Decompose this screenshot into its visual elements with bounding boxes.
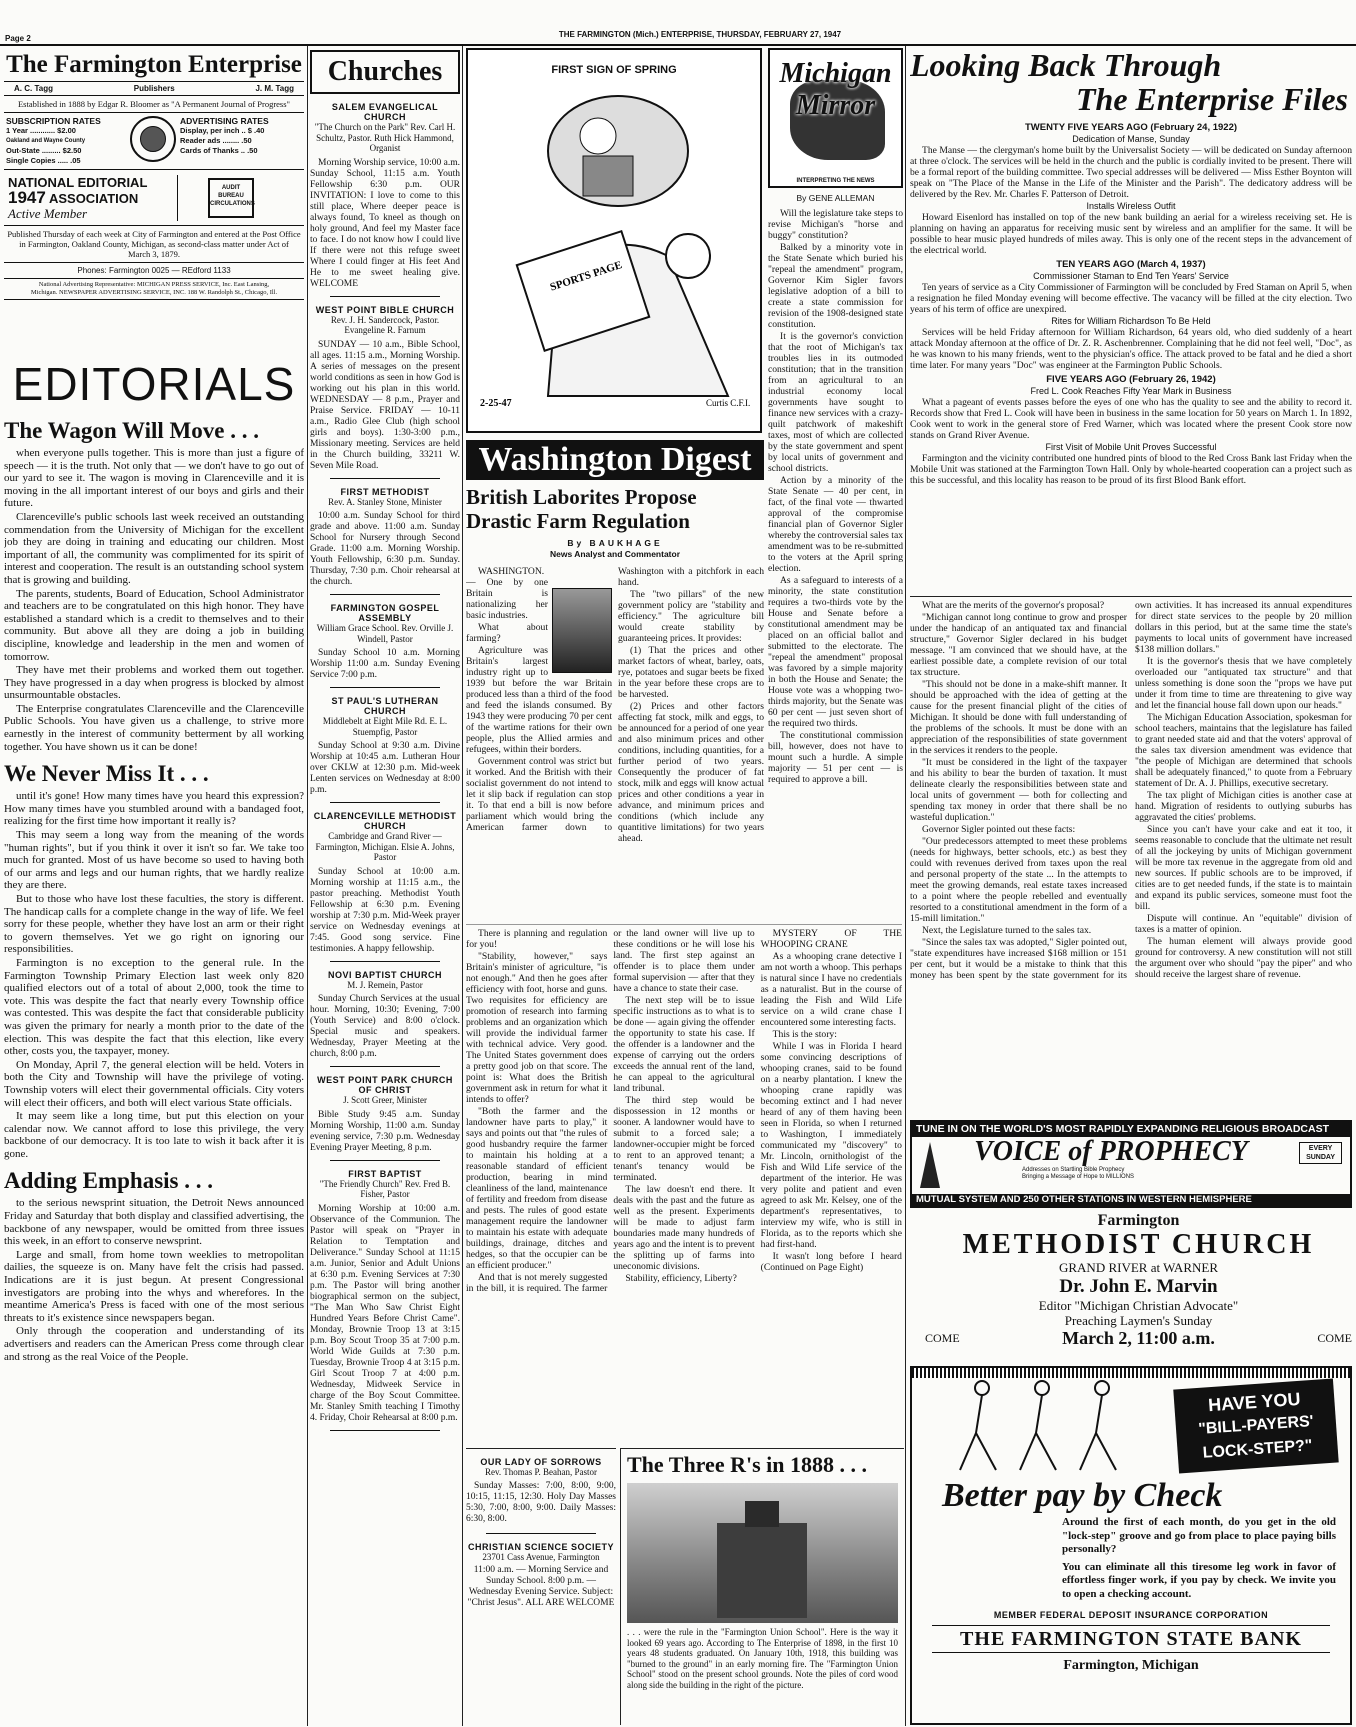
author-photo bbox=[552, 588, 612, 673]
lookback-text: Howard Eisenlord has installed on top of the new bank building an aerial for a wireless receiving set. He is planning on having an apparatus for receiving music sent by wireless and an amplifier for the same. It will be possible to hear music played hundreds of miles away. This is only one of the recent steps in the advancement of the electrical world. bbox=[910, 212, 1352, 256]
church-pastor: "The Friendly Church" Rev. Fred B. Fisher, Pastor bbox=[319, 1178, 451, 1199]
ad-event: Preaching Laymen's Sunday bbox=[1064, 1313, 1213, 1328]
paragraph: Stability, efficiency, Liberty? bbox=[625, 1273, 737, 1284]
paragraph: It may seem like a long time, but put this election on your calendar now. We cannot afford to lose this privilege, the very backbone of our democracy. It is too late to wish it back after it is gone. bbox=[4, 1110, 304, 1160]
methodist-church-ad bbox=[925, 1212, 1352, 1364]
church-schedule: Sunday School at 10:00 a.m. Morning worship at 11:15 a.m., the pastor preaching. Methodist Youth Fellowship at 6:30 p.m. Evening worship at 7:30 p.m. Mid-Week prayer service on Wednesday evenings at 7:45. Good song service. Fine testimonies. A happy fellowship. bbox=[310, 866, 460, 954]
masthead bbox=[4, 50, 304, 352]
prophecy-sub: Addresses on Startling Bible Prophecy bbox=[1022, 1167, 1125, 1173]
church-schedule: Sunday School 10 a.m. Morning Worship 11:00 a.m. Sunday Evening Service 7:00 p.m. bbox=[310, 648, 460, 680]
looking-back-title-1: Looking Back Through bbox=[910, 48, 1222, 83]
paragraph: Dispute will continue. An "equitable" division of taxes is a matter of opinion. bbox=[1135, 913, 1352, 935]
church-our-lady bbox=[466, 1457, 616, 1525]
banner-line: "BILL-PAYERS' bbox=[1197, 1412, 1315, 1439]
editorials-section bbox=[4, 356, 304, 1726]
church-address: 23701 Cass Avenue, Farmington bbox=[482, 1551, 600, 1562]
church-pastor: Rev. Thomas P. Beahan, Pastor bbox=[485, 1467, 597, 1477]
three-rs-caption: . . . were the rule in the "Farmington Union School". Here is the way it looked 69 years ago. According to The Enterprise of 1898, in the first 10 years 48 students graduated. On January 10th, 1918, this building was "burned to the ground" in an early morning fire. The "Farmington Union School" stood on the present school grounds. Note the piles of cord wood along side the building in the right of the picture. bbox=[627, 1627, 898, 1690]
paragraph: to the serious newsprint situation, the Detroit News announced Friday and Saturday that both display and classified advertising, the backbone of any newspaper, would be omitted from three issues this week, in an effort to conserve newsprint. bbox=[4, 1197, 304, 1248]
lookback-subhead: Dedication of Manse, Sunday bbox=[1072, 134, 1190, 144]
page-number: Page 2 bbox=[5, 34, 31, 43]
article-body bbox=[768, 208, 903, 785]
church-pastor: William Grace School. Rev. Orville J. Windell, Pastor bbox=[316, 623, 454, 644]
paragraph: The constitutional commission bill, however, does not have to mount such a hurdle. A simple majority — 51 per cent — is required to approve a bill. bbox=[768, 730, 903, 785]
prophecy-sunday: SUNDAY bbox=[1306, 1154, 1335, 1161]
paragraph: The tax plight of Michigan cities is another case at hand. Migration of residents to outlying suburbs has aggravated the cities' problems. bbox=[1135, 790, 1352, 823]
rate-row: Cards of Thanks .. .50 bbox=[180, 146, 258, 155]
church-listing bbox=[310, 102, 460, 297]
ad-speaker-role: Editor "Michigan Christian Advocate" bbox=[1038, 1298, 1239, 1313]
paragraph: "Both the farmer and the landowner have parts to play," it says and points out that "the rules of good husbandry require the farmer to maintain his holding at a reasonable standard of efficient production, bearing in mind cleanliness of the land, maintenance of fertility and freedom from disease and pests. The rules of good estate management require the landowner to maintain his estate with adequate buildings, drainage, ditches and hedges, so that the occupier can be an efficient producer." bbox=[466, 1106, 608, 1271]
paragraph: The Enterprise congratulates Clarenceville and the Clarenceville Public Schools. You have given us a challenge, to strive more earnestly in the interest of community betterment by all working together. You have shown us it can be done! bbox=[4, 702, 304, 753]
paragraph: What about farming? bbox=[466, 622, 548, 644]
subscription-title: SUBSCRIPTION RATES bbox=[6, 116, 101, 126]
prophecy-sub: Bringing a Message of Hope to MILLIONS bbox=[1022, 1174, 1135, 1180]
church-pastor: Rev. J. H. Sandercock, Pastor. Evangeline R. Farnum bbox=[330, 314, 440, 335]
paragraph: The human element will always provide good ground for controversy. A new constitution will not still the argument over who should "pay the piper" and who should receive the largest share of revenue. bbox=[1135, 936, 1352, 980]
press-association-seal-icon bbox=[130, 116, 176, 162]
publication-notice: Published Thursday of each week at City of Farmington and entered at the Post Office in Farmington, Oakland County, Michigan, as second-class matter under Act of March 3, 1879. bbox=[4, 226, 304, 263]
paragraph: "This should not be done in a make-shift manner. It should be approached with the idea of getting at the cause for the present financial plight of the cities of Michigan. It should be done with full understanding of the problems of the schools. It must be done with an appreciation of the responsibilities of state government in the services it renders to the people. bbox=[910, 679, 1127, 756]
lookback-subhead: Rites for William Richardson To Be Held bbox=[1051, 316, 1211, 326]
cartoon-title: FIRST SIGN OF SPRING bbox=[551, 64, 677, 76]
rate-row: Reader ads ........ .50 bbox=[180, 136, 252, 145]
lookback-item bbox=[910, 316, 1352, 371]
editorial-headline: We Never Miss It . . . bbox=[4, 761, 209, 787]
paragraph: "Our predecessors attempted to meet these problems (needs for highways, better schools, etc.) as best they could with revenues derived from taxes upon the real and personal property of the state ... In the attempts to meet the growing demands, real estate taxes increased to a point where the people rebelled and eventually resorted to a constitutional amendment in the form of a 15-mill limitation." bbox=[910, 836, 1127, 924]
established-note: Established in 1888 by Edgar R. Bloomer as "A Permanent Journal of Progress" bbox=[4, 96, 304, 113]
church-pastor: J. Scott Greer, Minister bbox=[343, 1095, 427, 1105]
paragraph: "Since the sales tax was adopted," Sigler pointed out, "state expenditures have increased $168 million or 151 per cent, but it would be a mistake to think that this money has been spent by the state government for its own activities. It has increased its annual expenditures for direct state services to the people by 20 million dollars in this period, but at the same time the state's payments to local units of government have increased $138 million dollars." bbox=[910, 600, 1352, 981]
prophecy-bottom: MUTUAL SYSTEM AND 250 OTHER STATIONS IN WESTERN HEMISPHERE bbox=[912, 1194, 1350, 1206]
article-body bbox=[466, 566, 764, 844]
church-christian-science bbox=[466, 1542, 616, 1610]
church-schedule: Sunday Church Services at the usual hour. Morning, 10:30; Evening, 7:00 (Youth Service) and 8:00 o'clock. Special music and speakers. Wednesday, Prayer Meeting at the church, 8:00 p.m. bbox=[310, 994, 460, 1059]
church-pastor: "The Church on the Park" Rev. Carl H. Schultz, Pastor. Ruth Hick Hammond, Organist bbox=[314, 122, 456, 153]
article-body bbox=[4, 1197, 304, 1363]
church-name: FIRST METHODIST bbox=[340, 486, 430, 497]
editorials-heading: EDITORIALS bbox=[12, 358, 296, 410]
churches-column bbox=[310, 50, 460, 1725]
michigan-mirror-logo bbox=[768, 48, 903, 188]
lockstep-illustration bbox=[912, 1378, 1162, 1474]
lookback-text: Farmington and the vicinity contributed one hundred pints of blood to the Red Cross Bank last Friday when the Mobile Unit was stationed at the Farmington Town Hall. Only by whole-hearted cooperation can a project such as this be successful, and this locality has reason to be proud of its first Blood Bank effort. bbox=[910, 453, 1352, 486]
ad-come-left: COME bbox=[925, 1331, 960, 1345]
church-name: WEST POINT BIBLE CHURCH bbox=[315, 304, 455, 315]
rate-row: 1 Year ............ $2.00 bbox=[6, 126, 76, 135]
paragraph: What are the merits of the governor's proposal? bbox=[922, 600, 1105, 611]
paragraph: WASHINGTON. — One by one Britain is nationalizing her basic industries. bbox=[466, 566, 548, 621]
paragraph: As a whooping crane detective I am not worth a whoop. This perhaps is natural since I have no credentials as a naturalist. But in the course of leading the Fish and Wild Life service on a wild crane chase I encountered some interesting facts. bbox=[760, 951, 902, 1028]
lookback-item bbox=[910, 259, 1352, 315]
church-pastor: Cambridge and Grand River — Farmington, Michigan. Elsie A. Johns, Pastor bbox=[315, 831, 455, 862]
church-schedule: 11:00 a.m. — Morning Service and Sunday School. 8:00 p.m. — Wednesday Evening Service. Subject: "Christ Jesus". ALL ARE WELCOME bbox=[467, 1565, 615, 1608]
paragraph: until it's gone! How many times have you heard this expression? How many times have you stumbled around with a bandaged foot, realizing for the first time how important it really is? bbox=[4, 790, 304, 828]
church-name: NOVI BAPTIST CHURCH bbox=[327, 969, 442, 980]
editorial-headline: Adding Emphasis . . . bbox=[4, 1168, 213, 1194]
lookback-period: FIVE YEARS AGO (February 26, 1942) bbox=[1046, 374, 1216, 385]
washington-digest-header bbox=[466, 440, 764, 536]
lookback-subhead: Fred L. Cook Reaches Fifty Year Mark in Business bbox=[1030, 386, 1232, 396]
washington-digest-article-continued bbox=[466, 924, 902, 1442]
bank-name: THE FARMINGTON STATE BANK bbox=[932, 1625, 1330, 1653]
ad-date: March 2, 11:00 a.m. bbox=[1062, 1328, 1215, 1348]
digest-headline: British Laborites Propose Drastic Farm Regulation bbox=[466, 485, 697, 533]
lookback-item bbox=[910, 442, 1352, 486]
paragraph: Large and small, from home town weeklies to metropolitan dailies, the squeeze is on. Many have felt the crisis had passed. Indications are it is just begun. At present Congressional investigators are probing into the whys and wherefores. In the meantime America's Press is faced with one of the most serious threats to it's existence since newspapers began. bbox=[4, 1248, 304, 1324]
church-listing bbox=[310, 696, 460, 803]
paragraph: Will the legislature take steps to revise Michigan's "horse and buggy" constitution? bbox=[768, 208, 903, 241]
have-you-banner bbox=[1173, 1379, 1338, 1474]
abc-logo: AUDIT BUREAU CIRCULATIONS bbox=[208, 178, 254, 218]
paragraph: Next, the Legislature turned to the sales tax. bbox=[922, 925, 1092, 936]
bank-slogan: Better pay by Check bbox=[942, 1477, 1223, 1514]
paragraph: The parents, students, Board of Education, School Administrator and teachers are to be congratulated on this high honor. They have established a standard which is a credit to themselves and to their community. But above all they are doing a job in building discipline, knowledge and leadership in the men and women of tomorrow. bbox=[4, 587, 304, 663]
paper-title: The Farmington Enterprise bbox=[6, 51, 302, 78]
lookback-period: TEN YEARS AGO (March 4, 1937) bbox=[1056, 259, 1206, 270]
church-schedule: Morning Worship service, 10:00 a.m. Sunday School, 11:15 a.m. Youth Fellowship 6:30 p.m. OUR INVITATION: I love to come to this still place, Where deeper peace is always found, To kneel as though on holy ground, And feel my Master face to face. I do not know how I could live If there were not this refuge sweet Where I could finger at His feet And He to me sweet healing give. WELCOME bbox=[310, 157, 460, 289]
rate-row: Oakland and Wayne County bbox=[6, 138, 86, 144]
paragraph: There is planning and regulation for you! bbox=[466, 928, 608, 950]
rate-row: Single Copies ..... .05 bbox=[6, 156, 81, 165]
lookback-text: The Manse — the clergyman's home built by the Universalist Society — will be dedicated on Sunday afternoon at three o'clock. The services will be held in the church and the public is cordially invited to be present. There will be a formal report of the building committee. Two special addresses will be delivered — Miss Esther Boynton will speak on "The Place of the Manse in the Life of the Minister and the Parish". The dedicatory address will be delivered by the Rev. Mr. Charles F. Patterson of Detroit. bbox=[910, 145, 1352, 200]
church-name: OUR LADY OF SORROWS bbox=[480, 1457, 602, 1467]
decorative-bar bbox=[912, 1368, 1350, 1378]
rate-row: Out-State ......... $2.50 bbox=[6, 146, 82, 155]
paragraph: But to those who have lost these faculties, the story is different. The handicap calls for a complete change in the way of life. We feel sorry for these people, whether they have lost an arm or their right to govern themselves. Yet we go right on ignoring our responsibilities. bbox=[4, 893, 304, 956]
prophecy-every: EVERY bbox=[1308, 1145, 1333, 1152]
church-name: FARMINGTON GOSPEL ASSEMBLY bbox=[330, 603, 440, 623]
three-rs-feature bbox=[620, 1448, 904, 1725]
digest-byline bbox=[466, 538, 764, 562]
paragraph: MYSTERY OF THE WHOOPING CRANE bbox=[760, 928, 902, 950]
article-body bbox=[4, 447, 304, 753]
lookback-item bbox=[910, 122, 1352, 200]
paragraph: The Michigan Education Association, spokesman for school teachers, maintains that the legislature has failed to grant needed state aid and that the voters' approval of the sales tax diversion amendment was evidence that "the people of Michigan are determined that schools shall be adequately financed," to quote from a February statement of Dr. A. J. Phillips, executive secretary. bbox=[1135, 712, 1352, 789]
lookback-subhead: Installs Wireless Outfit bbox=[1086, 201, 1176, 211]
paragraph: Governor Sigler pointed out these facts: bbox=[922, 824, 1076, 835]
ad-address: GRAND RIVER at WARNER bbox=[1058, 1260, 1218, 1275]
lookback-text: What a pageant of events passes before the eyes of one who has the quality to see and the ability to record it. Records show that Fred L. Cook will have been in business in the same location for 50 years on March 1. In 1892, Cook went to work in the general store of Fred Warner, which was located where the present Cook store now stands on Grand River Avenue. bbox=[910, 397, 1352, 441]
cartoon-date: 2-25-47 bbox=[480, 398, 512, 409]
nea-logo: NATIONAL EDITORIAL 1947 ASSOCIATION Active Member bbox=[8, 175, 178, 221]
digest-author: By BAUKHAGE bbox=[567, 538, 663, 548]
paragraph: Balked by a minority vote in the State Senate which buried his "repeal the amendment" program, Governor Kim Sigler favors legislative adoption of a bill to create a state commission for revision of the 1908-designed state constitution. bbox=[768, 242, 903, 330]
mirror-byline: By GENE ALLEMAN bbox=[796, 193, 875, 203]
lookback-item bbox=[910, 374, 1352, 441]
ad-come-right: COME bbox=[1317, 1331, 1352, 1345]
rate-row: Display, per inch .. $ .40 bbox=[180, 126, 265, 135]
radio-tower-icon bbox=[920, 1142, 940, 1188]
publisher-right: J. M. Tagg bbox=[255, 84, 294, 93]
church-listing bbox=[310, 1169, 460, 1431]
michigan-mirror-column bbox=[768, 48, 903, 920]
paragraph: It wasn't long before I heard (Continued on Page Eight) bbox=[760, 1251, 902, 1273]
bank-text: Around the first of each month, do you get in the old "lock-step" groove and go from place to place paying bills personally? bbox=[1062, 1516, 1336, 1555]
church-name: CLARENCEVILLE METHODIST CHURCH bbox=[313, 811, 457, 831]
farmington-state-bank-ad bbox=[910, 1366, 1352, 1725]
ad-church-name: METHODIST CHURCH bbox=[962, 1229, 1315, 1260]
school-photo bbox=[627, 1483, 898, 1623]
paragraph: The law doesn't end there. It deals with the past and the future as well as the present. Experiments will be made to adjust farm boundaries made many hundreds of years ago and the intent is to prevent the splitting up of farms into uneconomic divisions. bbox=[613, 1184, 755, 1272]
lookback-text: Services will be held Friday afternoon for William Richardson, 64 years old, who died suddenly of a heart attack Monday afternoon at the office of Dr. Z. R. Aschenbrenner. Complaining that he did not feel well, "Doc", as he was known to his many friends, went to the physician's office. The attack proved to be fatal and he died a short time later. For many years "Doc" was engineer at the Farmington Public Schools. bbox=[910, 327, 1352, 371]
church-listing bbox=[310, 603, 460, 688]
advertising-representative: National Advertising Representative: MICHIGAN PRESS SERVICE, Inc. East Lansing, Michigan. NEWSPAPER ADVERTISING SERVICE, INC. 188 W. Randolph St., Chicago, Ill. bbox=[4, 279, 304, 300]
church-schedule: 10:00 a.m. Sunday School for third grade and above. 11:00 a.m. Sunday School for Nursery through Second Grade. 11:00 a.m. Morning Worship. Youth Fellowship, 6:30 p.m. Sunday. Thursday, 7:30 p.m. Choir rehearsal at the church. bbox=[310, 511, 460, 587]
churches-heading: Churches bbox=[310, 50, 460, 94]
church-pastor: M. J. Remein, Pastor bbox=[347, 979, 423, 990]
church-schedule: SUNDAY — 10 a.m., Bible School, all ages. 11:15 a.m., Morning Worship. A series of messages on the present world conditions as seen in how God is working out his plan in this world. WEDNESDAY — 8 p.m., Prayer and Praise Service. FRIDAY — 10-11 a.m., Radio Glee Club (high school girls and boys). 1:30-3:00 p.m., Missionary meeting. Services are held in the Church building, 33211 W. Seven Mile Road. bbox=[310, 339, 460, 471]
paragraph: This may seem a long way from the meaning of the words "human rights", but if you think it over it isn't so far. We take too much for granted. Most of us have become so used to having both of our arms and legs and our human rights, that we hardly realize they are there. bbox=[4, 829, 304, 892]
paragraph: Clarenceville's public schools last week received an outstanding commendation from the University of Michigan for the excellent job they are doing in training and educating our children. Most important of all, the community was complimented for its spirit of interest and cooperation. The result is an outstanding school system that is growing and building. bbox=[4, 510, 304, 586]
cartoon-sign-text: SPORTS PAGE bbox=[548, 259, 624, 294]
editorial-headline: The Wagon Will Move . . . bbox=[4, 418, 259, 443]
bank-location: Farmington, Michigan bbox=[1063, 1658, 1199, 1673]
article-body bbox=[4, 790, 304, 1160]
paragraph: And that is not merely suggested in the bill, it is required. The farmer or the land owner will live up to these conditions or he will lose his land. The first step against an offender is to place them under formal supervision — after that they have a chance to state their case. bbox=[466, 928, 755, 1294]
paragraph: It is the governor's thesis that we have completely overloaded our "antiquated tax structure" and that unless something is done soon the "props we have put under it from time to time are threatening to give way and let the financial house fall down upon our heads." bbox=[1135, 656, 1352, 711]
lookback-subhead: First Visit of Mobile Unit Proves Successful bbox=[1045, 442, 1217, 452]
lookback-subhead: Commissioner Staman to End Ten Years' Service bbox=[1033, 271, 1229, 281]
church-name: ST PAUL'S LUTHERAN CHURCH bbox=[331, 696, 439, 716]
cartoon-drawing bbox=[468, 76, 760, 416]
church-schedule: Sunday Masses: 7:00, 8:00, 9:00, 10:15, 11:15, 12:30. Holy Day Masses 5:30, 7:00, 8:00, 9:00. Daily Masses: 6:30, 8:00. bbox=[466, 1480, 616, 1524]
paragraph: when everyone pulls together. This is more than just a figure of speech — it is the truth. Not only that — we don't have to go out of our yard to see it. The wagon is moving in Clarenceville and it is moving in the all important interest of our boys and girls and their future. bbox=[4, 447, 304, 510]
church-schedule: Bible Study 9:45 a.m. Sunday Morning Worship, 11:00 a.m. Sunday evening service, 7:30 p.m. Wednesday Evening Prayer Meeting, 8 p.m. bbox=[310, 1109, 460, 1153]
mirror-tagline: INTERPRETING THE NEWS bbox=[770, 178, 901, 184]
washington-digest-banner: Washington Digest bbox=[466, 440, 764, 480]
paragraph: Action by a minority of the State Senate — 40 per cent, in fact, of the final vote — thwarted approval of the compromise financial plan of Governor Sigler whereby the controversial sales tax amendment was to be re-submitted to the voters at the April spring election. bbox=[768, 475, 903, 574]
phones: Phones: Farmington 0025 — REdford 1133 bbox=[4, 263, 304, 279]
paragraph: Farmington is no exception to the general rule. In the Farmington Township Primary Election last week only 820 qualified electors out of a total of about 2,000, took the time to vote. This was despite the fact that nearly every Township office was contested. This was despite the fact that considerable publicity was given the primary for nearly a month prior to the date of the election. This was despite the fact that this election, like every other, costs you, the taxpayer, money. bbox=[4, 956, 304, 1058]
article-body bbox=[910, 600, 1352, 981]
banner-line: HAVE YOU bbox=[1207, 1388, 1302, 1416]
paragraph: While I was in Florida I heard some convincing descriptions of whooping cranes, said to be found on a nearby plantation. I knew the whooping crane rapidly was becoming extinct and I had never heard of any of them having been seen in Florida, so when I returned to Washington, I immediately communicated my "discovery" to Mr. Lincoln, ornithologist of the Fish and Wild Life service of the department of the interior. He was very polite and patient and even agreed to ask Mr. Kelsey, one of the department's representatives, to interview my wife, who is still in Florida, as to the reports which she had first-hand. bbox=[760, 1041, 902, 1250]
lookback-period: TWENTY FIVE YEARS AGO (February 24, 1922) bbox=[1024, 122, 1238, 133]
paragraph: "Michigan cannot long continue to grow and prosper under the handicap of an antiquated tax and financial structure," Governor Sigler declared in his budget message. "I am convinced that we should have, at the earliest possible date, a complete revision of our total tax structure. bbox=[910, 612, 1127, 678]
mirror-logo-text: Michigan Mirror bbox=[779, 58, 892, 121]
three-rs-title: The Three R's in 1888 . . . bbox=[627, 1452, 867, 1477]
paragraph: Since you can't have your cake and eat it too, it seems reasonable to conclude that the ultimate net result of all the jockeying by units of Michigan government will be more tax revenue in the aggregate from old and new sources. If public schools are to be improved, if cities are to get needed funds, if the state is to maintain and expand its public services, someone must foot the bill. bbox=[1135, 824, 1352, 912]
ad-town: Farmington bbox=[1097, 1212, 1180, 1229]
bank-text: You can eliminate all this tiresome leg work in favor of effortless finger work, if you pay by check. We invite you to open a checking account. bbox=[1062, 1560, 1336, 1600]
church-pastor: Middlebelt at Eight Mile Rd. E. L. Stuempfig, Pastor bbox=[322, 716, 448, 737]
paragraph: It is the governor's conviction that the root of Michigan's tax troubles lies in its outmoded constitution; that in the transition from an agricultural to an industrial economy local governments have sought to finance new services with a crazy-quilt patchwork of makeshift taxes, most of which are collected by the state government and spent by local units of government and school districts. bbox=[768, 331, 903, 474]
cartoon-first-sign-of-spring bbox=[466, 48, 762, 433]
church-listing bbox=[310, 487, 460, 596]
paragraph: "Stability, however," says Britain's minister of agriculture, "is not enough." And then he goes after efficiency with foot, horse and guns. Two requisites for efficiency are promotion of research into farming problems and an organization which will provide the individual farmer with technical advice. Very good. The United States government does a pretty good job on that score. The point is: What does the British government ask in return for what it intends to offer? bbox=[466, 951, 608, 1105]
church-pastor: Rev. A. Stanley Stone, Minister bbox=[328, 496, 442, 507]
article-body bbox=[466, 928, 902, 1294]
church-schedule: Sunday School at 9:30 a.m. Divine Worship at 10:45 a.m. Lutheran Hour over CKLW at 12:30 p.m. Mid-week Lenten services on Wednesday at 8:00 p.m. bbox=[310, 741, 460, 795]
lookback-text: Ten years of service as a City Commissioner of Farmington will be concluded by Fred Staman on April 5, when a resignation he filed Monday evening will become effective. The vacancy will be filled at the city election. Two years of his term of office are unexpired. bbox=[910, 282, 1352, 315]
church-name: FIRST BAPTIST bbox=[348, 1168, 422, 1179]
paragraph: The "two pillars" of the new government policy are "stability and efficiency." The agriculture bill would create stability by guaranteeing prices. It provides: bbox=[618, 589, 764, 644]
dateline: THE FARMINGTON (Mich.) ENTERPRISE, THURSDAY, FEBRUARY 27, 1947 bbox=[558, 30, 842, 39]
paragraph: "It must be considered in the light of the taxpayer and his ability to bear the burden of taxation. It must delineate clearly the responsibilities between state and local units of government — both for collecting and spending tax money in order that there shall be no wasteful duplication." bbox=[910, 757, 1127, 823]
washington-digest-article bbox=[466, 566, 764, 918]
paragraph: Only through the cooperation and understanding of its advertisers and readers can the American Press come through clear and strong as the real Voice of the People. bbox=[4, 1325, 304, 1363]
paragraph: Agriculture was Britain's largest industry right up to 1939 but before the war Britain produced less than a third of the food and feed the islands consumed. By 1943 they were producing 70 per cent of the wartime rations for their own people, plus the Allied armies and refugees, within their borders. bbox=[466, 645, 612, 755]
paragraph: The next step will be to issue specific instructions as to what is to be done — again giving the offender the opportunity to state his case. If the offender is a landowner and the expense of carrying out the orders exceeds the annual rent of the land, he can appeal to the agricultural land tribunal. bbox=[613, 995, 755, 1094]
paragraph: (1) That the prices and other market factors of wheat, barley, oats, rye, potatoes and sugar beets be fixed in the year before these crops are to be harvested. bbox=[618, 645, 764, 700]
lookback-item bbox=[910, 201, 1352, 256]
paragraph: This is the story: bbox=[772, 1029, 837, 1040]
middle-church-listings bbox=[466, 1448, 616, 1725]
publisher-left: A. C. Tagg bbox=[14, 84, 53, 93]
voice-of-prophecy-ad bbox=[910, 1120, 1352, 1208]
church-listing bbox=[310, 1075, 460, 1161]
paragraph: They have met their problems and worked them out together. They have progressed in a day when progress is blocked by almost unsurmountable obstacles. bbox=[4, 664, 304, 702]
paragraph: The third step would be dispossession in 12 months or sooner. A landowner would have to submit to a forced sale; a landowner-occupier might be forced to rent to an approved tenant; a tenant's tenancy would be terminated. bbox=[613, 1095, 755, 1183]
church-name: CHRISTIAN SCIENCE SOCIETY bbox=[467, 1541, 614, 1552]
church-listing bbox=[310, 970, 460, 1068]
paragraph: On Monday, April 7, the general election will be held. Voters in both the City and Township will have the privilege of voting. Township voters will elect their governmental officials. City voters will elect their officers, and both will elect various State officials. bbox=[4, 1058, 304, 1109]
paragraph: (2) Prices and other factors affecting fat stock, milk and eggs, to be announced for a period of one year and also minimum prices and other conditions, including quantities, for a further period of two years. Consequently the producer of fat stock, milk and eggs will know actual prices and other conditions a year in advance, and minimum prices and conditions (which include any quantitive limitations) for two years ahead. bbox=[618, 701, 764, 844]
publishers-label: Publishers bbox=[133, 84, 175, 93]
prophecy-top: TUNE IN ON THE WORLD'S MOST RAPIDLY EXPANDING RELIGIOUS BROADCAST bbox=[912, 1122, 1350, 1137]
church-name: SALEM EVANGELICAL CHURCH bbox=[331, 102, 439, 122]
ad-speaker: Dr. John E. Marvin bbox=[1059, 1276, 1218, 1297]
prophecy-name: VOICE of PROPHECY bbox=[974, 1136, 1248, 1167]
looking-back-title-2: The Enterprise Files bbox=[1075, 81, 1348, 117]
church-schedule: Morning Worship at 10:00 a.m. Observance of the Communion. The Pastor will speak on "Prayer in Relation to Temptation and Deliverance." Sunday School at 11:15 a.m. Junior, Senior and Adult Unions at 6:30 p.m. Evening Services at 7:30 p.m. The Pastor will bring another biographical sermon on the subject, "The Man Who Saw Christ Eight Hundred Years Before Christ Came". Monday, Brownie Troop 13 at 3:15 p.m. Boy Scout Troop 35 at 7:00 p.m. World Wide Guilds at 7:30 p.m. Tuesday, Brownie Troop 4 at 3:15 p.m. Girl Scout Troop 7 at 4:00 p.m. Wednesday, Midweek Service in charge of the Boy Scout Committee. Mr. Stanley Smith teaching I Timothy 4. Friday, Choir Rehearsal at 8:00 p.m. bbox=[310, 1203, 460, 1423]
michigan-mirror-continued bbox=[910, 596, 1352, 1116]
advertising-title: ADVERTISING RATES bbox=[180, 116, 269, 126]
paragraph: As a safeguard to interests of a minority, the state constitution requires a two-thirds vote by the House and Senate before a constitutional amendment may be placed on an official ballot and submitted to the electorate. The "repeal the amendment" proposal was favored by a simple majority in both the House and Senate; the House vote was a whopping two-thirds majority, but the Senate was 60 per cent — just seven short of the required two thirds. bbox=[768, 575, 903, 729]
looking-back-section bbox=[910, 48, 1352, 592]
fdic-notice: MEMBER FEDERAL DEPOSIT INSURANCE CORPORATION bbox=[993, 1610, 1269, 1620]
church-listing bbox=[310, 305, 460, 479]
church-listing bbox=[310, 811, 460, 962]
paragraph: Government control was strict but it worked. And the British with their socialist government do not intend to let it slip back if regulation can stop it. To that end a bill is now before parliament which would bring the American farmer down to Washington with a pitchfork in each hand. bbox=[466, 566, 764, 833]
banner-line: LOCK-STEP?" bbox=[1202, 1437, 1314, 1462]
cartoon-artist: Curtis C.F.I. bbox=[706, 398, 751, 408]
digest-author-role: News Analyst and Commentator bbox=[549, 549, 681, 559]
church-name: WEST POINT PARK CHURCH OF CHRIST bbox=[317, 1075, 453, 1095]
